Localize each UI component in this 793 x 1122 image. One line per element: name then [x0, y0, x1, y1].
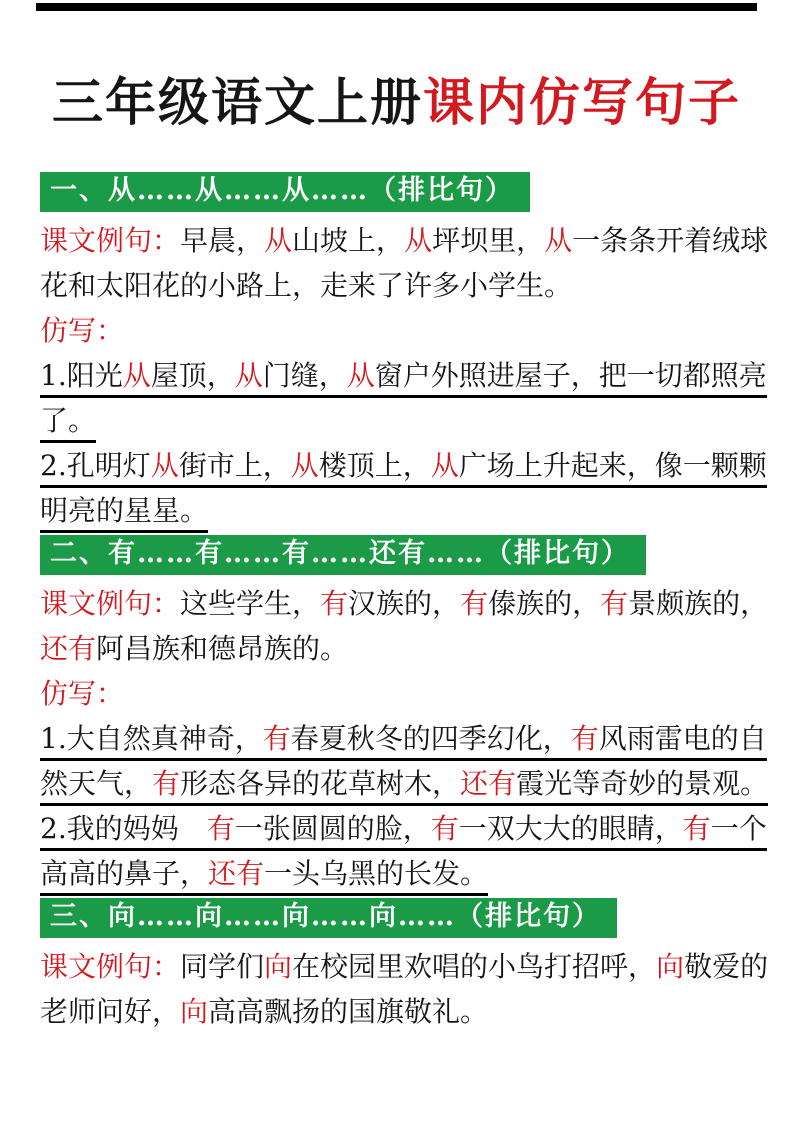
- text-segment: 坪坝里，: [432, 224, 545, 257]
- underlined-sentence: [40, 359, 767, 398]
- highlight-segment: 有: [570, 722, 599, 755]
- imitation-sentence-line: [40, 443, 767, 488]
- highlight-segment: 有: [682, 812, 711, 845]
- text-segment: 早晨，: [180, 224, 265, 257]
- text-segment: 然天气，: [40, 767, 153, 800]
- text-segment: 街市上，: [178, 449, 291, 482]
- highlight-segment: 从: [234, 359, 263, 392]
- sections: [40, 170, 769, 1034]
- text-segment: 广场上升起来，像一颗颗: [458, 449, 767, 482]
- highlight-segment: 有: [460, 587, 489, 620]
- highlight-segment: 课文例句：: [40, 587, 181, 620]
- underlined-sentence: [40, 857, 488, 896]
- text-segment: 高高的鼻子，: [40, 857, 209, 890]
- text-segment: 同学们: [180, 950, 265, 983]
- section-header-bar: 三、向……向……向……向……（排比句）: [40, 898, 617, 938]
- highlight-segment: 仿写：: [40, 314, 125, 347]
- sentence: [40, 677, 124, 710]
- highlight-segment: 仿写：: [40, 677, 125, 710]
- text-segment: 一双大大的眼睛，: [458, 812, 683, 845]
- text-segment: 一张圆圆的脸，: [234, 812, 431, 845]
- title-topic-part: 课内仿写句子: [423, 73, 742, 133]
- text-segment: 楼顶上，: [318, 449, 431, 482]
- text-segment: 2.孔明灯: [40, 449, 151, 482]
- text-segment: 老师问好，: [40, 995, 181, 1028]
- imitation-sentence-line: [40, 806, 767, 851]
- text-segment: 傣族的，: [488, 587, 601, 620]
- highlight-segment: 课文例句：: [40, 224, 181, 257]
- highlight-segment: 还有: [40, 632, 97, 665]
- text-segment: 一头乌黑的长发。: [264, 857, 489, 890]
- text-segment: 这些学生，: [180, 587, 321, 620]
- text-segment: 霞光等奇妙的景观。: [516, 767, 769, 800]
- text-segment: 2.我的妈妈: [40, 812, 207, 845]
- section-header-bar: 一、从……从……从……（排比句）: [40, 172, 530, 212]
- sentence: [40, 224, 768, 257]
- text-segment: 一条条开着绒球: [572, 224, 769, 257]
- highlight-segment: 从: [122, 359, 151, 392]
- highlight-segment: 从: [264, 224, 293, 257]
- text-line: [40, 989, 757, 1034]
- highlight-segment: 从: [544, 224, 573, 257]
- text-segment: 屋顶，: [150, 359, 235, 392]
- text-segment: 1.阳光: [40, 359, 123, 392]
- highlight-segment: 有: [320, 587, 349, 620]
- text-segment: 风雨雷电的自: [598, 722, 767, 755]
- text-line: [40, 263, 757, 308]
- text-segment: 了。: [40, 404, 97, 437]
- highlight-segment: 有: [152, 767, 181, 800]
- underlined-sentence: [40, 812, 767, 851]
- highlight-segment: 从: [150, 449, 179, 482]
- text-segment: 花和太阳花的小路上，走来了许多小学生。: [40, 269, 573, 302]
- text-line: [40, 944, 769, 989]
- highlight-segment: 还有: [208, 857, 265, 890]
- highlight-segment: 从: [346, 359, 375, 392]
- text-segment: 窗户外照进屋子，把一切都照亮: [374, 359, 767, 392]
- title-course-part: 三年级语文上册: [51, 73, 423, 133]
- section-header-bar: 二、有……有……有……还有……（排比句）: [40, 535, 646, 575]
- page-title: [0, 72, 793, 136]
- text-segment: 景颇族的，: [628, 587, 769, 620]
- highlight-segment: 从: [404, 224, 433, 257]
- text-segment: 一个: [710, 812, 767, 845]
- text-segment: 门缝，: [262, 359, 347, 392]
- underlined-sentence: [40, 722, 767, 761]
- scan-edge-bar: [36, 3, 757, 11]
- highlight-segment: 还有: [460, 767, 517, 800]
- text-line: [40, 581, 769, 626]
- highlight-segment: 向: [656, 950, 685, 983]
- imitation-sentence-line: [40, 761, 769, 806]
- sentence: [40, 587, 768, 620]
- text-segment: 阿昌族和德昂族的。: [96, 632, 349, 665]
- text-segment: 在校园里欢唱的小鸟打招呼，: [292, 950, 657, 983]
- highlight-segment: 有: [600, 587, 629, 620]
- underlined-sentence: [40, 767, 768, 806]
- underlined-sentence: [40, 449, 767, 488]
- sentence: [40, 314, 124, 347]
- text-line: [40, 626, 757, 671]
- highlight-segment: 课文例句：: [40, 950, 181, 983]
- highlight-segment: 向: [264, 950, 293, 983]
- sentence: [40, 269, 572, 302]
- highlight-segment: 从: [290, 449, 319, 482]
- imitation-sentence-line: [40, 851, 757, 896]
- imitation-sentence-line: [40, 398, 757, 443]
- text-line: [40, 218, 769, 263]
- sentence: [40, 950, 768, 983]
- text-segment: 高高飘扬的国旗敬礼。: [208, 995, 489, 1028]
- highlight-segment: 有: [206, 812, 235, 845]
- sentence: [40, 995, 488, 1028]
- underlined-sentence: [40, 494, 208, 533]
- highlight-segment: 从: [430, 449, 459, 482]
- highlight-segment: 有: [430, 812, 459, 845]
- text-line: [40, 308, 757, 353]
- imitation-sentence-line: [40, 353, 767, 398]
- text-segment: 汉族的，: [348, 587, 461, 620]
- highlight-segment: 向: [180, 995, 209, 1028]
- text-segment: 1.大自然真神奇，: [40, 722, 263, 755]
- imitation-sentence-line: [40, 716, 767, 761]
- highlight-segment: 有: [262, 722, 291, 755]
- text-segment: 春夏秋冬的四季幻化，: [290, 722, 571, 755]
- text-segment: 敬爱的: [684, 950, 769, 983]
- text-segment: 山坡上，: [292, 224, 405, 257]
- sentence: [40, 632, 348, 665]
- text-line: [40, 671, 757, 716]
- text-segment: 形态各异的花草树木，: [180, 767, 461, 800]
- imitation-sentence-line: [40, 488, 757, 533]
- underlined-sentence: [40, 404, 96, 443]
- text-segment: 明亮的星星。: [40, 494, 209, 527]
